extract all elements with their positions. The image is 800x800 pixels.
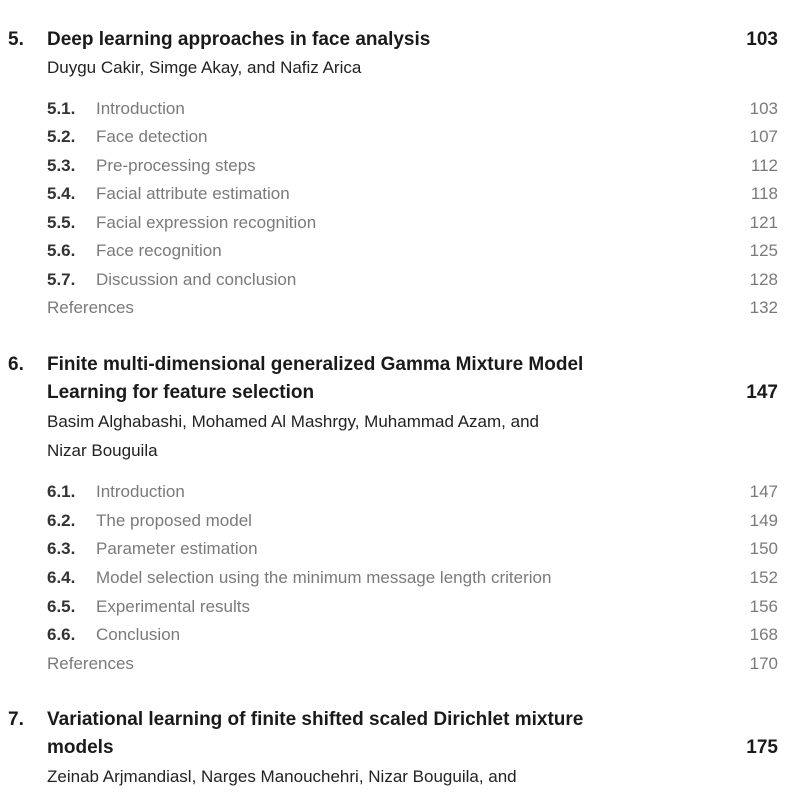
toc-entry[interactable]: [47, 535, 778, 563]
section-number: 5.5.: [47, 213, 76, 232]
section-number: 5.1.: [47, 99, 76, 118]
section-page: 147: [749, 482, 778, 501]
toc-entry[interactable]: [47, 507, 778, 535]
chapter-title-line-1[interactable]: Variational learning of finite shifted scaled Dirichlet mixture: [47, 709, 584, 730]
chapter-heading-line-2: [0, 734, 800, 762]
chapter-page: 103: [746, 29, 778, 50]
section-number: 6.3.: [47, 539, 76, 558]
section-page: 149: [749, 511, 778, 530]
toc-references[interactable]: [47, 294, 778, 322]
chapter-authors-line-1: Basim Alghabashi, Mohamed Al Mashrgy, Muhammad Azam, and: [47, 412, 539, 431]
toc-entry[interactable]: [47, 621, 778, 649]
chapter-6: [0, 351, 800, 460]
chapter-page: 147: [746, 382, 778, 403]
toc-entry[interactable]: [47, 95, 778, 123]
toc-entry[interactable]: [47, 209, 778, 237]
section-page: 107: [749, 127, 778, 146]
references-label: References: [47, 654, 134, 673]
chapter-title-line-2[interactable]: models: [47, 737, 114, 758]
section-title: Introduction: [96, 482, 185, 501]
chapter-authors-line-2: Nizar Bouguila: [47, 441, 158, 460]
section-title: Pre-processing steps: [96, 156, 256, 175]
references-label: References: [47, 298, 134, 317]
section-title: Facial attribute estimation: [96, 184, 290, 203]
section-title: Face recognition: [96, 241, 222, 260]
section-title: Model selection using the minimum message length criterion: [96, 568, 552, 587]
section-page: 128: [749, 270, 778, 289]
references-page: 132: [749, 298, 778, 317]
section-page: 156: [749, 597, 778, 616]
chapter-heading: [0, 26, 800, 54]
section-page: 125: [749, 241, 778, 260]
section-title: Introduction: [96, 99, 185, 118]
section-title: Facial expression recognition: [96, 213, 317, 232]
chapter-number: 7.: [8, 709, 24, 730]
toc-entry[interactable]: [47, 180, 778, 208]
section-title: Face detection: [96, 127, 208, 146]
section-title: Conclusion: [96, 625, 181, 644]
chapter-title-line-1[interactable]: Finite multi-dimensional generalized Gamma Mixture Model: [47, 354, 584, 375]
chapter-7: [0, 706, 800, 786]
chapter-heading-line-2: [0, 379, 800, 407]
section-page: 112: [750, 156, 778, 175]
section-number: 5.6.: [47, 241, 76, 260]
section-page: 152: [749, 568, 778, 587]
section-number: 6.6.: [47, 625, 76, 644]
chapter-number: 5.: [8, 29, 24, 50]
section-number: 6.2.: [47, 511, 76, 530]
toc-references[interactable]: [47, 650, 778, 678]
chapter-title[interactable]: Deep learning approaches in face analysis: [47, 29, 431, 50]
toc-entry[interactable]: [47, 478, 778, 506]
section-number: 6.5.: [47, 597, 76, 616]
section-page: 103: [749, 99, 778, 118]
references-page: 170: [749, 654, 778, 673]
section-number: 6.1.: [47, 482, 76, 501]
section-number: 5.4.: [47, 184, 76, 203]
chapter-page: 175: [746, 737, 778, 758]
section-title: The proposed model: [96, 511, 252, 530]
chapter-heading: [0, 351, 800, 379]
toc-entry[interactable]: [47, 266, 778, 294]
toc-entry[interactable]: [47, 593, 778, 621]
chapter-number: 6.: [8, 354, 24, 375]
section-page: 168: [749, 625, 778, 644]
section-number: 5.3.: [47, 156, 76, 175]
chapter-authors: Duygu Cakir, Simge Akay, and Nafiz Arica: [47, 58, 362, 77]
chapter-5: [0, 26, 800, 77]
section-number: 6.4.: [47, 568, 76, 587]
section-title: Parameter estimation: [96, 539, 258, 558]
toc-entry[interactable]: [47, 152, 778, 180]
section-number: 5.7.: [47, 270, 76, 289]
section-title: Discussion and conclusion: [96, 270, 297, 289]
toc-entry[interactable]: [47, 564, 778, 592]
toc-entry[interactable]: [47, 237, 778, 265]
section-number: 5.2.: [47, 127, 76, 146]
chapter-title-line-2[interactable]: Learning for feature selection: [47, 382, 315, 403]
section-page: 121: [749, 213, 778, 232]
toc-entry[interactable]: [47, 123, 778, 151]
section-page: 118: [750, 184, 778, 203]
section-page: 150: [749, 539, 778, 558]
chapter-heading: [0, 706, 800, 734]
section-title: Experimental results: [96, 597, 251, 616]
chapter-authors: Zeinab Arjmandiasl, Narges Manouchehri, Nizar Bouguila, and: [47, 767, 517, 786]
